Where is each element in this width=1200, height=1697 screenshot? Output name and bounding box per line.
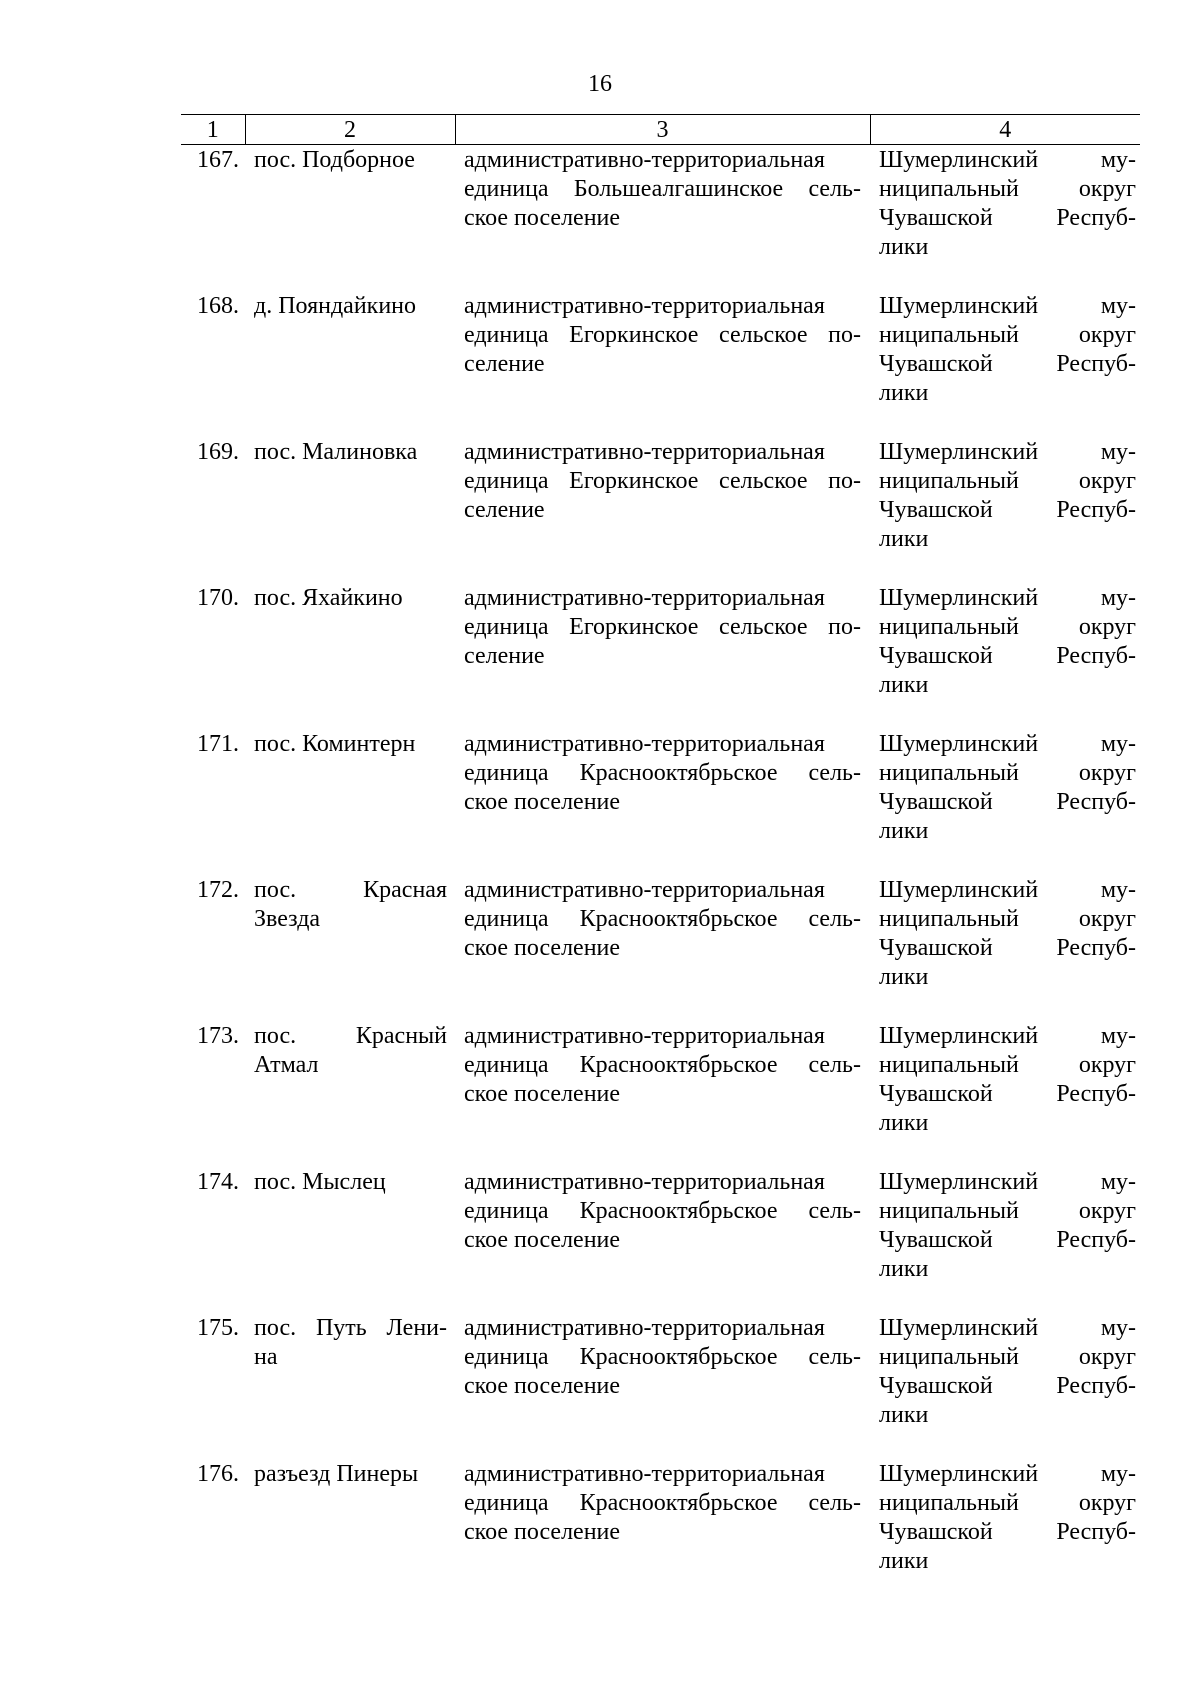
- row-number: 167.: [197, 147, 239, 173]
- territorial-unit-line: административно-территориальная: [464, 293, 825, 319]
- territorial-unit-line: ское поселение: [464, 789, 621, 815]
- district-line: [879, 905, 1136, 934]
- territorial-unit-line: ское поселение: [464, 1081, 621, 1107]
- district-word: ниципальный: [879, 1344, 1019, 1370]
- district-line: [879, 934, 1136, 963]
- district-line: [879, 1080, 1136, 1109]
- district-word: Респуб-: [1056, 1227, 1136, 1253]
- district-line: [879, 1460, 1136, 1489]
- district-word: округ: [1078, 614, 1136, 640]
- settlement-name-line: пос. Путь Лени-: [254, 1315, 447, 1341]
- territorial-unit-line: единица Большеалгашинское сель-: [464, 176, 861, 202]
- district-line: [879, 1168, 1136, 1197]
- territorial-unit-cell: [455, 1459, 870, 1605]
- district-line: [879, 496, 1136, 525]
- district-line: [879, 1197, 1136, 1226]
- district-word: му-: [1100, 293, 1136, 319]
- district-word: Респуб-: [1056, 1081, 1136, 1107]
- district-cell: [870, 1021, 1140, 1167]
- district-line: [879, 146, 1136, 175]
- district-word: Шумерлинский: [879, 147, 1039, 173]
- district-word: Шумерлинский: [879, 585, 1039, 611]
- settlement-name-cell: [245, 1167, 455, 1313]
- district-cell: [870, 145, 1140, 292]
- district-word: Шумерлинский: [879, 439, 1039, 465]
- district-cell: [870, 1459, 1140, 1605]
- settlement-name-cell: [245, 1021, 455, 1167]
- district-word: лики: [879, 672, 929, 698]
- district-word: ниципальный: [879, 906, 1019, 932]
- district-word: Чувашской: [879, 1081, 993, 1107]
- district-word: округ: [1078, 176, 1136, 202]
- territorial-unit-cell: [455, 291, 870, 437]
- district-word: Респуб-: [1056, 205, 1136, 231]
- district-line: [879, 438, 1136, 467]
- settlement-name-line: пос. Красная: [254, 877, 447, 903]
- row-number: 172.: [197, 877, 239, 903]
- territorial-unit-line: административно-территориальная: [464, 1315, 825, 1341]
- district-word: Шумерлинский: [879, 293, 1039, 319]
- settlement-name-cell: [245, 1313, 455, 1459]
- row-number: 174.: [197, 1169, 239, 1195]
- page-number: 16: [588, 71, 612, 97]
- district-word: Шумерлинский: [879, 1461, 1039, 1487]
- district-word: му-: [1100, 1023, 1136, 1049]
- column-header-4: 4: [870, 115, 1140, 145]
- district-line: [879, 613, 1136, 642]
- territorial-unit-line: ское поселение: [464, 1519, 621, 1545]
- district-word: Чувашской: [879, 1519, 993, 1545]
- territorial-unit-cell: [455, 1167, 870, 1313]
- row-number: 171.: [197, 731, 239, 757]
- district-line: [879, 788, 1136, 817]
- settlement-name-cell: [245, 875, 455, 1021]
- district-word: лики: [879, 1256, 929, 1282]
- row-number: 169.: [197, 439, 239, 465]
- territorial-unit-line: единица Краснооктябрьское сель-: [464, 760, 861, 786]
- district-cell: [870, 1313, 1140, 1459]
- territorial-unit-cell: [455, 437, 870, 583]
- territorial-unit-cell: [455, 583, 870, 729]
- table-row: [181, 875, 1140, 1021]
- district-word: му-: [1100, 731, 1136, 757]
- settlement-name-cell: [245, 729, 455, 875]
- settlement-name-cell: [245, 1459, 455, 1605]
- settlement-name-line: Атмал: [254, 1052, 319, 1078]
- district-word: лики: [879, 964, 929, 990]
- district-line: [879, 350, 1136, 379]
- territorial-unit-line: селение: [464, 643, 545, 669]
- district-word: округ: [1078, 1198, 1136, 1224]
- district-word: Шумерлинский: [879, 1169, 1039, 1195]
- territorial-unit-line: единица Краснооктябрьское сель-: [464, 1052, 861, 1078]
- district-cell: [870, 729, 1140, 875]
- settlement-name-line: пос. Мыслец: [254, 1169, 386, 1195]
- territorial-unit-line: ское поселение: [464, 1373, 621, 1399]
- district-word: Шумерлинский: [879, 877, 1039, 903]
- district-line: [879, 1255, 1136, 1284]
- territorial-unit-cell: [455, 1313, 870, 1459]
- district-word: Чувашской: [879, 1227, 993, 1253]
- district-cell: [870, 291, 1140, 437]
- district-word: лики: [879, 380, 929, 406]
- territorial-unit-line: единица Егоркинское сельское по-: [464, 468, 861, 494]
- settlement-name-line: пос. Подборное: [254, 147, 415, 173]
- row-number: 168.: [197, 293, 239, 319]
- district-word: му-: [1100, 1169, 1136, 1195]
- district-line: [879, 233, 1136, 262]
- territorial-unit-line: селение: [464, 497, 545, 523]
- district-cell: [870, 1167, 1140, 1313]
- district-word: му-: [1100, 585, 1136, 611]
- row-number: 173.: [197, 1023, 239, 1049]
- column-header-2: 2: [245, 115, 455, 145]
- table-row: [181, 1167, 1140, 1313]
- district-word: Респуб-: [1056, 497, 1136, 523]
- territorial-unit-cell: [455, 1021, 870, 1167]
- territorial-unit-line: единица Краснооктябрьское сель-: [464, 1344, 861, 1370]
- district-word: лики: [879, 526, 929, 552]
- district-word: Чувашской: [879, 935, 993, 961]
- district-line: [879, 525, 1136, 554]
- district-line: [879, 1518, 1136, 1547]
- district-word: ниципальный: [879, 176, 1019, 202]
- district-word: Чувашской: [879, 205, 993, 231]
- district-line: [879, 292, 1136, 321]
- district-word: ниципальный: [879, 1198, 1019, 1224]
- district-word: округ: [1078, 468, 1136, 494]
- district-word: му-: [1100, 439, 1136, 465]
- district-line: [879, 175, 1136, 204]
- district-word: ниципальный: [879, 322, 1019, 348]
- settlement-name-line: пос. Яхайкино: [254, 585, 403, 611]
- settlements-table: [181, 114, 1140, 1605]
- row-number: 176.: [197, 1461, 239, 1487]
- table-body: [181, 145, 1140, 1606]
- settlement-name-cell: [245, 437, 455, 583]
- district-word: Шумерлинский: [879, 731, 1039, 757]
- table-row: [181, 291, 1140, 437]
- district-line: [879, 1109, 1136, 1138]
- district-line: [879, 1022, 1136, 1051]
- settlement-name-line: на: [254, 1344, 278, 1370]
- district-line: [879, 1314, 1136, 1343]
- column-header-3: 3: [455, 115, 870, 145]
- district-cell: [870, 437, 1140, 583]
- district-word: Респуб-: [1056, 789, 1136, 815]
- district-line: [879, 642, 1136, 671]
- territorial-unit-line: селение: [464, 351, 545, 377]
- district-line: [879, 1343, 1136, 1372]
- district-word: Чувашской: [879, 789, 993, 815]
- settlement-name-cell: [245, 583, 455, 729]
- territorial-unit-line: административно-территориальная: [464, 439, 825, 465]
- district-word: округ: [1078, 322, 1136, 348]
- district-line: [879, 1489, 1136, 1518]
- district-word: лики: [879, 234, 929, 260]
- territorial-unit-line: единица Краснооктябрьское сель-: [464, 1490, 861, 1516]
- district-line: [879, 759, 1136, 788]
- district-word: Чувашской: [879, 351, 993, 377]
- district-line: [879, 730, 1136, 759]
- district-word: ниципальный: [879, 760, 1019, 786]
- settlement-name-line: пос. Красный: [254, 1023, 447, 1049]
- district-line: [879, 1372, 1136, 1401]
- district-line: [879, 1051, 1136, 1080]
- district-line: [879, 1401, 1136, 1430]
- district-word: Респуб-: [1056, 351, 1136, 377]
- district-line: [879, 963, 1136, 992]
- district-word: ниципальный: [879, 468, 1019, 494]
- territorial-unit-line: ское поселение: [464, 205, 621, 231]
- district-word: му-: [1100, 1461, 1136, 1487]
- header-row: [181, 115, 1140, 145]
- table-row: [181, 1459, 1140, 1605]
- district-word: Шумерлинский: [879, 1023, 1039, 1049]
- territorial-unit-line: административно-территориальная: [464, 585, 825, 611]
- territorial-unit-line: единица Егоркинское сельское по-: [464, 614, 861, 640]
- table-row: [181, 583, 1140, 729]
- district-word: округ: [1078, 1344, 1136, 1370]
- territorial-unit-line: единица Егоркинское сельское по-: [464, 322, 861, 348]
- table-row: [181, 1021, 1140, 1167]
- district-word: му-: [1100, 877, 1136, 903]
- territorial-unit-line: административно-территориальная: [464, 147, 825, 173]
- district-word: ниципальный: [879, 1490, 1019, 1516]
- territorial-unit-line: ское поселение: [464, 1227, 621, 1253]
- settlement-name-line: д. Пояндайкино: [254, 293, 417, 319]
- district-word: ниципальный: [879, 1052, 1019, 1078]
- district-line: [879, 876, 1136, 905]
- district-line: [879, 817, 1136, 846]
- district-word: Чувашской: [879, 643, 993, 669]
- settlement-name-line: пос. Малиновка: [254, 439, 418, 465]
- territorial-unit-cell: [455, 875, 870, 1021]
- district-line: [879, 1547, 1136, 1576]
- district-word: округ: [1078, 1490, 1136, 1516]
- territorial-unit-line: единица Краснооктябрьское сель-: [464, 1198, 861, 1224]
- territorial-unit-line: административно-территориальная: [464, 1169, 825, 1195]
- district-word: Чувашской: [879, 1373, 993, 1399]
- district-word: лики: [879, 1110, 929, 1136]
- row-number: 175.: [197, 1315, 239, 1341]
- district-word: му-: [1100, 1315, 1136, 1341]
- territorial-unit-line: единица Краснооктябрьское сель-: [464, 906, 861, 932]
- district-word: лики: [879, 818, 929, 844]
- territorial-unit-line: административно-территориальная: [464, 1023, 825, 1049]
- table-row: [181, 437, 1140, 583]
- territorial-unit-line: административно-территориальная: [464, 877, 825, 903]
- territorial-unit-line: административно-территориальная: [464, 1461, 825, 1487]
- district-word: Респуб-: [1056, 1373, 1136, 1399]
- district-line: [879, 584, 1136, 613]
- district-word: лики: [879, 1548, 929, 1574]
- district-word: Чувашской: [879, 497, 993, 523]
- settlement-name-line: Звезда: [254, 906, 321, 932]
- district-cell: [870, 583, 1140, 729]
- table-header: [181, 115, 1140, 145]
- settlement-name-line: разъезд Пинеры: [254, 1461, 419, 1487]
- district-line: [879, 1226, 1136, 1255]
- table-row: [181, 1313, 1140, 1459]
- territorial-unit-cell: [455, 729, 870, 875]
- territorial-unit-line: административно-территориальная: [464, 731, 825, 757]
- column-header-1: 1: [181, 115, 245, 145]
- district-cell: [870, 875, 1140, 1021]
- district-word: Респуб-: [1056, 935, 1136, 961]
- table-row: [181, 145, 1140, 292]
- district-word: ниципальный: [879, 614, 1019, 640]
- district-line: [879, 467, 1136, 496]
- district-word: му-: [1100, 147, 1136, 173]
- district-word: округ: [1078, 906, 1136, 932]
- territorial-unit-line: ское поселение: [464, 935, 621, 961]
- district-word: Респуб-: [1056, 643, 1136, 669]
- territorial-unit-cell: [455, 145, 870, 292]
- district-line: [879, 379, 1136, 408]
- district-word: Респуб-: [1056, 1519, 1136, 1545]
- district-line: [879, 671, 1136, 700]
- settlement-name-line: пос. Коминтерн: [254, 731, 416, 757]
- row-number: 170.: [197, 585, 239, 611]
- settlement-name-cell: [245, 145, 455, 292]
- district-line: [879, 204, 1136, 233]
- district-word: округ: [1078, 760, 1136, 786]
- table-row: [181, 729, 1140, 875]
- district-word: Шумерлинский: [879, 1315, 1039, 1341]
- settlement-name-cell: [245, 291, 455, 437]
- district-word: лики: [879, 1402, 929, 1428]
- district-word: округ: [1078, 1052, 1136, 1078]
- district-line: [879, 321, 1136, 350]
